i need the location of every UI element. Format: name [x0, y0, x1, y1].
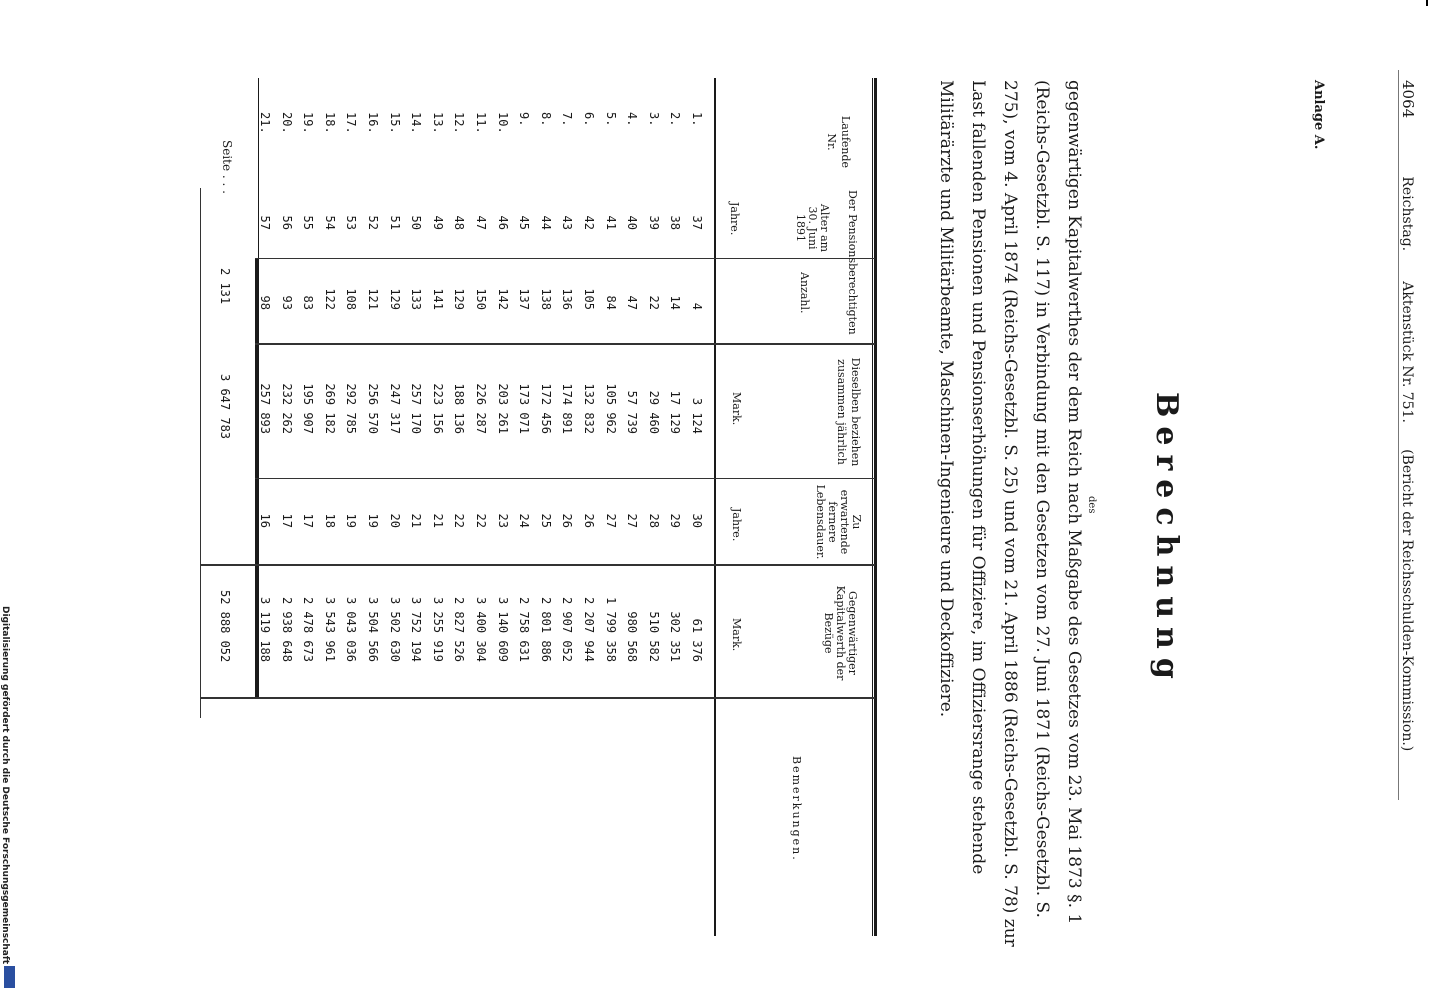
- cell-text: 9.: [517, 112, 532, 127]
- header-left: Reichstag.: [1399, 176, 1415, 252]
- table-cell-life: [408, 500, 427, 528]
- cell-text: 61 376: [690, 618, 704, 662]
- table-cell-capital: [495, 590, 514, 662]
- table-cell-life: [279, 500, 298, 528]
- title-sub: des: [1086, 496, 1097, 514]
- table-cell-capital: [300, 590, 319, 662]
- cell-text: 18.: [322, 112, 337, 134]
- cell-text: 3 124: [690, 397, 704, 434]
- table-cell-count: [451, 270, 470, 310]
- totals-count: 2 131: [218, 268, 232, 305]
- cell-text: 302 351: [668, 611, 683, 662]
- cell-text: 15.: [387, 112, 402, 134]
- table-cell-age: [603, 202, 622, 230]
- cell-text: 20: [387, 513, 402, 528]
- table-cell-pension: [430, 372, 449, 434]
- running-header: [1399, 80, 1418, 751]
- cell-text: 257 170: [409, 383, 424, 434]
- table-cell-capital: [473, 590, 492, 662]
- cell-text: 57: [258, 215, 272, 230]
- table-cell-life: [430, 500, 449, 528]
- cell-text: 19: [366, 513, 380, 528]
- cell-text: 26: [582, 513, 596, 528]
- cell-text: 21: [430, 513, 445, 528]
- cell-text: 132 832: [582, 383, 596, 434]
- dfg-logo: [4, 966, 15, 988]
- table-cell-count: [603, 270, 622, 310]
- table-cell-life: [559, 500, 578, 528]
- cell-text: 22: [452, 513, 467, 528]
- cell-text: 14.: [409, 112, 424, 134]
- cell-text: 3 543 961: [322, 596, 337, 662]
- cell-text: 256 570: [366, 383, 380, 434]
- table-cell-nr: [603, 112, 622, 152]
- cell-text: 50: [409, 215, 424, 230]
- table-top-rule: [874, 78, 877, 936]
- table-cell-age: [581, 202, 600, 230]
- table-cell-nr: [343, 112, 362, 152]
- cell-text: 174 891: [560, 383, 575, 434]
- cell-text: 2 207 944: [582, 596, 596, 662]
- cell-text: 2 827 526: [452, 596, 467, 662]
- table-cell-age: [473, 202, 492, 230]
- cell-text: 93: [279, 295, 294, 310]
- col-header-age: Alter am 30. Juni 1891: [794, 203, 831, 253]
- cell-text: 21: [409, 513, 424, 528]
- col-header-capital-unit: Mark.: [730, 618, 743, 652]
- table-cell-age: [624, 202, 643, 230]
- table-cell-life: [516, 500, 535, 528]
- table-cell-count: [689, 270, 708, 310]
- cell-text: 25: [538, 513, 553, 528]
- cell-text: 203 261: [495, 383, 510, 434]
- table-cell-count: [473, 270, 492, 310]
- table-cell-pension: [322, 372, 341, 434]
- cell-text: 84: [603, 295, 618, 310]
- header-bottom-rule: [714, 78, 716, 936]
- cell-text: 28: [646, 513, 661, 528]
- table-cell-life: [603, 500, 622, 528]
- table-cell-count: [300, 270, 319, 310]
- cell-text: 52: [366, 215, 380, 230]
- cell-text: 47: [474, 215, 488, 230]
- cell-text: 20.: [279, 112, 294, 134]
- cell-text: 137: [517, 288, 532, 310]
- table-cell-nr: [300, 112, 319, 152]
- cell-text: 138: [538, 288, 553, 310]
- header-right: (Bericht der Reichsschulden-Kommission.): [1399, 449, 1415, 752]
- table-cell-nr: [279, 112, 298, 152]
- cell-text: 6.: [582, 112, 596, 127]
- table-cell-pension: [451, 372, 470, 434]
- cell-text: 44: [538, 215, 553, 230]
- table-cell-count: [408, 270, 427, 310]
- table-cell-nr: [559, 112, 578, 152]
- cell-text: 2 478 673: [301, 596, 316, 662]
- cell-text: 232 262: [279, 383, 294, 434]
- table-cell-nr: [667, 112, 686, 152]
- table-cell-nr: [516, 112, 535, 152]
- page-number: 4064: [1399, 80, 1417, 119]
- table-cell-age: [365, 202, 384, 230]
- table-cell-life: [667, 500, 686, 528]
- cell-text: 3 119 188: [258, 596, 272, 662]
- table-cell-count: [646, 270, 665, 310]
- cell-text: 3 140 609: [495, 596, 510, 662]
- cell-text: 257 893: [258, 383, 272, 434]
- cell-text: 7.: [560, 112, 575, 127]
- table-cell-count: [538, 270, 557, 310]
- col-sep-3: [255, 343, 875, 345]
- cell-text: 133: [409, 288, 424, 310]
- table-cell-life: [365, 500, 384, 528]
- table-cell-nr: [322, 112, 341, 152]
- table-cell-life: [624, 500, 643, 528]
- cell-text: 57 739: [625, 390, 640, 434]
- table-cell-capital: [689, 590, 708, 662]
- table-cell-life: [300, 500, 319, 528]
- table-cell-count: [387, 270, 406, 310]
- table-cell-capital: [646, 590, 665, 662]
- table-cell-pension: [257, 372, 276, 434]
- totals-label: Seite . . .: [220, 140, 234, 194]
- col-header-life-unit: Jahre.: [730, 508, 743, 542]
- cell-text: 1.: [690, 112, 704, 127]
- totals-capital: 52 888 052: [218, 590, 232, 663]
- table-cell-life: [473, 500, 492, 528]
- table-cell-count: [257, 270, 276, 310]
- table-cell-life: [387, 500, 406, 528]
- table-cell-age: [646, 202, 665, 230]
- table-cell-nr: [495, 112, 514, 152]
- cell-text: 2 907 052: [560, 596, 575, 662]
- cell-text: 1 799 358: [603, 596, 618, 662]
- table-cell-age: [495, 202, 514, 230]
- cell-text: 2 801 886: [538, 596, 553, 662]
- col-header-pension: Dieselben beziehen zusammen jährlich: [835, 357, 862, 467]
- cell-text: 141: [430, 288, 445, 310]
- table-cell-nr: [538, 112, 557, 152]
- table-cell-pension: [624, 372, 643, 434]
- cell-text: 18: [322, 513, 337, 528]
- cell-text: 29 460: [646, 390, 661, 434]
- col-header-remarks: Bemerkungen.: [790, 756, 803, 862]
- cell-text: 172 456: [538, 383, 553, 434]
- col-sep-1: [200, 188, 201, 718]
- table-cell-life: [538, 500, 557, 528]
- cell-text: 42: [582, 215, 596, 230]
- table-cell-nr: [451, 112, 470, 152]
- cell-text: 21.: [258, 112, 272, 134]
- table-cell-capital: [667, 590, 686, 662]
- table-cell-pension: [408, 372, 427, 434]
- table-cell-count: [365, 270, 384, 310]
- table-cell-capital: [322, 590, 341, 662]
- cell-text: 47: [625, 295, 640, 310]
- table-cell-age: [343, 202, 362, 230]
- table-cell-capital: [408, 590, 427, 662]
- table-cell-pension: [343, 372, 362, 434]
- col-header-nr: Laufende Nr.: [825, 115, 852, 169]
- col-header-capital: Gegenwärtiger Kapitalwerth der Bezüge: [822, 585, 859, 681]
- cell-text: 49: [430, 215, 445, 230]
- table-cell-pension: [689, 372, 708, 434]
- table-cell-count: [624, 270, 643, 310]
- cell-text: 292 785: [344, 383, 359, 434]
- table-cell-pension: [646, 372, 665, 434]
- cell-text: 17 129: [668, 390, 683, 434]
- table-cell-life: [451, 500, 470, 528]
- table-cell-nr: [257, 112, 276, 152]
- cell-text: 19.: [301, 112, 316, 134]
- cell-text: 46: [495, 215, 510, 230]
- cell-text: 45: [517, 215, 532, 230]
- table-cell-count: [322, 270, 341, 310]
- table-cell-pension: [581, 372, 600, 434]
- table-cell-count: [667, 270, 686, 310]
- cell-text: 14: [668, 295, 683, 310]
- cell-text: 247 317: [387, 383, 402, 434]
- cell-text: 3 043 036: [344, 596, 359, 662]
- col-header-count: Anzahl.: [798, 272, 811, 314]
- table-cell-life: [646, 500, 665, 528]
- table-cell-nr: [473, 112, 492, 152]
- cell-text: 98: [258, 295, 272, 310]
- table-cell-pension: [538, 372, 557, 434]
- cell-text: 10.: [495, 112, 510, 134]
- col-sep-5: [200, 564, 875, 566]
- table-cell-life: [495, 500, 514, 528]
- table-cell-nr: [408, 112, 427, 152]
- table-cell-age: [430, 202, 449, 230]
- cell-text: 2 938 648: [279, 596, 294, 662]
- cell-text: 29: [668, 513, 683, 528]
- cell-text: 3 752 194: [409, 596, 424, 662]
- cell-text: 5.: [603, 112, 618, 127]
- cell-text: 4: [690, 302, 704, 310]
- table-cell-capital: [387, 590, 406, 662]
- cell-text: 30: [690, 513, 704, 528]
- cell-text: 3 502 630: [387, 596, 402, 662]
- cell-text: 22: [646, 295, 661, 310]
- table-cell-life: [322, 500, 341, 528]
- cell-text: 26: [560, 513, 575, 528]
- table-cell-age: [538, 202, 557, 230]
- document-title: Berechnung: [1149, 392, 1184, 688]
- col-header-group: Der Pensionsberechtigten: [846, 190, 859, 335]
- table-cell-count: [343, 270, 362, 310]
- scan-mark: [1426, 0, 1428, 6]
- cell-text: 53: [344, 215, 359, 230]
- table-cell-count: [430, 270, 449, 310]
- table-cell-pension: [387, 372, 406, 434]
- cell-text: 24: [517, 513, 532, 528]
- totals-pension: 3 647 783: [218, 374, 232, 440]
- cell-text: 8.: [538, 112, 553, 127]
- cell-text: 13.: [430, 112, 445, 134]
- table-cell-age: [322, 202, 341, 230]
- table-cell-pension: [473, 372, 492, 434]
- col-header-life: Zu erwartende fernere Lebensdauer.: [814, 484, 863, 560]
- table-cell-age: [689, 202, 708, 230]
- table-cell-life: [257, 500, 276, 528]
- cell-text: 136: [560, 288, 575, 310]
- table-cell-capital: [430, 590, 449, 662]
- table-cell-age: [516, 202, 535, 230]
- cell-text: 51: [387, 215, 402, 230]
- cell-text: 38: [668, 215, 683, 230]
- col-header-pension-unit: Mark.: [730, 392, 743, 426]
- cell-text: 56: [279, 215, 294, 230]
- table-cell-age: [559, 202, 578, 230]
- table-cell-pension: [279, 372, 298, 434]
- header-rule: [1398, 70, 1399, 800]
- cell-text: 55: [301, 215, 316, 230]
- col-header-age-unit: Jahre.: [728, 202, 741, 236]
- table-cell-capital: [538, 590, 557, 662]
- annex-label: Anlage A.: [1311, 80, 1326, 150]
- cell-text: 105: [582, 288, 596, 310]
- cell-text: 17: [279, 513, 294, 528]
- table-cell-pension: [559, 372, 578, 434]
- cell-text: 11.: [474, 112, 488, 134]
- table-cell-pension: [495, 372, 514, 434]
- table-cell-count: [495, 270, 514, 310]
- col-sep-4: [255, 478, 875, 479]
- table-cell-age: [667, 202, 686, 230]
- cell-text: 12.: [452, 112, 467, 134]
- table-top-rule-2: [872, 78, 873, 936]
- cell-text: 195 907: [301, 383, 316, 434]
- cell-text: 173 071: [517, 383, 532, 434]
- table-cell-capital: [257, 590, 276, 662]
- cell-text: 3.: [646, 112, 661, 127]
- cell-text: 27: [625, 513, 640, 528]
- cell-text: 226 287: [474, 383, 488, 434]
- cell-text: 188 136: [452, 383, 467, 434]
- cell-text: 269 182: [322, 383, 337, 434]
- table-cell-pension: [667, 372, 686, 434]
- cell-text: 108: [344, 288, 359, 310]
- cell-text: 17.: [344, 112, 359, 134]
- table-cell-pension: [516, 372, 535, 434]
- header-center: Aktenstück Nr. 751.: [1399, 281, 1415, 423]
- cell-text: 40: [625, 215, 640, 230]
- table-cell-nr: [365, 112, 384, 152]
- cell-text: 150: [474, 288, 488, 310]
- cell-text: 2.: [668, 112, 683, 127]
- table-cell-capital: [559, 590, 578, 662]
- table-cell-nr: [581, 112, 600, 152]
- cell-text: 19: [344, 513, 359, 528]
- cell-text: 17: [301, 513, 316, 528]
- table-cell-capital: [603, 590, 622, 662]
- cell-text: 3 400 304: [474, 596, 488, 662]
- cell-text: 223 156: [430, 383, 445, 434]
- cell-text: 4.: [625, 112, 640, 127]
- funding-note: Digitalisierung gefördert durch die Deutsche Forschungsgemeinschaft: [0, 606, 10, 965]
- cell-text: 16.: [366, 112, 380, 134]
- cell-text: 129: [452, 288, 467, 310]
- table-cell-capital: [451, 590, 470, 662]
- table-cell-life: [689, 500, 708, 528]
- col-sep-2: [255, 258, 875, 259]
- cell-text: 23: [495, 513, 510, 528]
- cell-text: 83: [301, 295, 316, 310]
- cell-text: 27: [603, 513, 618, 528]
- cell-text: 54: [322, 215, 337, 230]
- cell-text: 121: [366, 288, 380, 310]
- table-cell-capital: [516, 590, 535, 662]
- table-cell-age: [300, 202, 319, 230]
- table-cell-life: [581, 500, 600, 528]
- cell-text: 22: [474, 513, 488, 528]
- cell-text: 510 582: [646, 611, 661, 662]
- table-cell-age: [279, 202, 298, 230]
- table-cell-count: [559, 270, 578, 310]
- table-cell-age: [387, 202, 406, 230]
- table-cell-age: [451, 202, 470, 230]
- table-cell-nr: [689, 112, 708, 152]
- col-sep-6: [200, 697, 875, 699]
- table-cell-capital: [343, 590, 362, 662]
- table-cell-pension: [365, 372, 384, 434]
- table-cell-count: [279, 270, 298, 310]
- table-cell-capital: [279, 590, 298, 662]
- cell-text: 980 568: [625, 611, 640, 662]
- table-cell-count: [581, 270, 600, 310]
- table-cell-capital: [365, 590, 384, 662]
- cell-text: 142: [495, 288, 510, 310]
- cell-text: 37: [690, 215, 704, 230]
- cell-text: 43: [560, 215, 575, 230]
- table-cell-pension: [603, 372, 622, 434]
- table-cell-age: [257, 202, 276, 230]
- table-cell-pension: [300, 372, 319, 434]
- table-cell-nr: [646, 112, 665, 152]
- table-cell-capital: [624, 590, 643, 662]
- table-cell-life: [343, 500, 362, 528]
- cell-text: 3 255 919: [430, 596, 445, 662]
- cell-text: 2 758 631: [517, 596, 532, 662]
- cell-text: 105 962: [603, 383, 618, 434]
- table-cell-count: [516, 270, 535, 310]
- cell-text: 41: [603, 215, 618, 230]
- cell-text: 122: [322, 288, 337, 310]
- cell-text: 48: [452, 215, 467, 230]
- table-cell-age: [408, 202, 427, 230]
- table-cell-nr: [387, 112, 406, 152]
- cell-text: 129: [387, 288, 402, 310]
- table-cell-nr: [624, 112, 643, 152]
- cell-text: 39: [646, 215, 661, 230]
- intro-paragraph: gegenwärtigen Kapitalwerthes der dem Reich nach Maßgabe des Gesetzes vom 23. Mai 1873 §. 1 (Reichs-Gesetzbl. S. 117) in Verbindung mit den Gesetzen vom 27. Juni 1871 (Reichs-Gesetzbl. S. 275), vom 4. April 1874 (Reichs-Gesetzbl. S. 25) und vom 21. April 1886 (Reichs-Gesetzbl. S. 78) zur Last fallenden Pensionen und Pensionserhöhungen für Offiziere, im Offiziersrange stehende Militärärzte und Militärbeamte, Maschinen-Ingenieure und Deckoffiziere.: [936, 80, 1084, 947]
- cell-text: 3 504 566: [366, 596, 380, 662]
- table-cell-capital: [581, 590, 600, 662]
- table-cell-nr: [430, 112, 449, 152]
- cell-text: 16: [258, 513, 272, 528]
